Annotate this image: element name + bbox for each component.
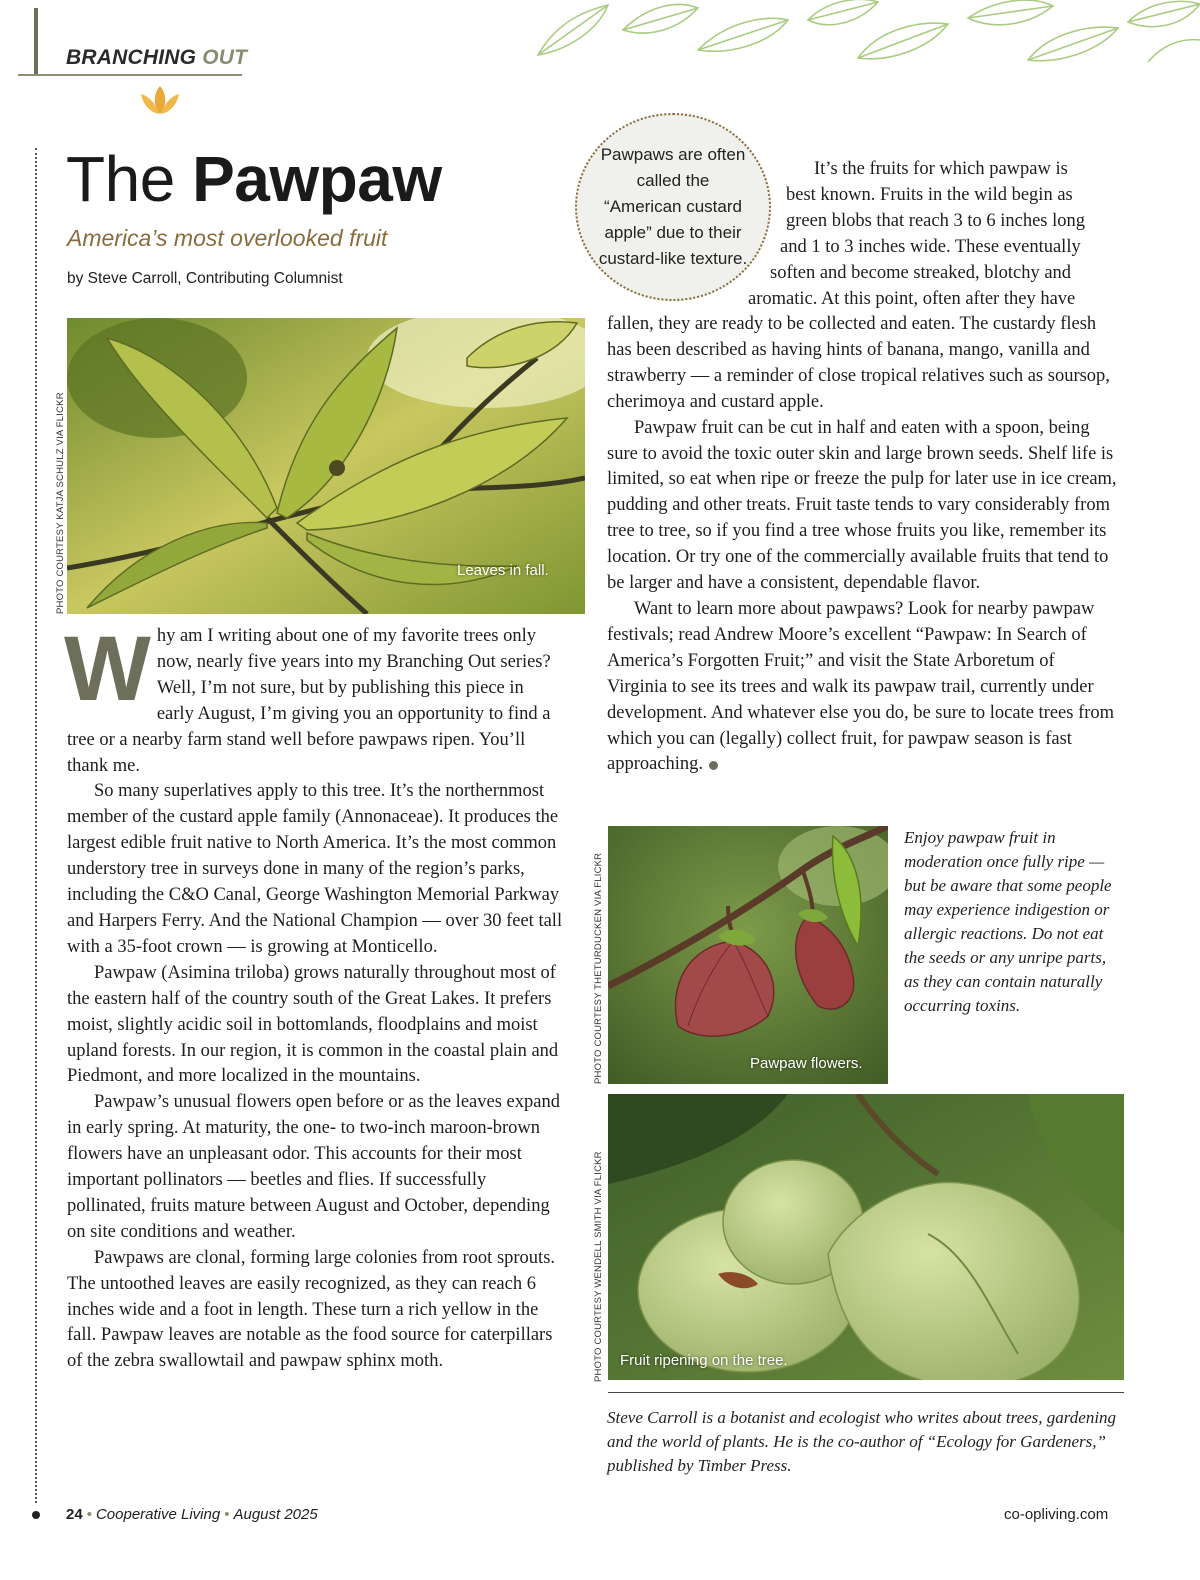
footer-separator: • — [86, 1506, 92, 1523]
margin-dotted-rule — [35, 148, 37, 1503]
right-paragraph-3: Want to learn more about pawpaws? Look for nearby pawpaw festivals; read Andrew Moore’s excellent “Pawpaw: In Search of America’s Forgotten Fruit;” and visit the State Arboretum of Virginia to see its trees and walk its pawpaw trail, currently under development. And whatever else you do, be sure to locate trees from which you can (legally) collect fruit, for pawpaw season is fast approaching. — [607, 598, 1115, 775]
left-column-text — [64, 618, 564, 1375]
drop-cap: W — [64, 618, 151, 720]
section-bar — [34, 8, 38, 74]
website-link[interactable]: co-opliving.com — [1004, 1506, 1109, 1523]
pull-quote-callout — [575, 113, 771, 301]
bio-divider — [608, 1392, 1124, 1393]
leaf-pattern-icon — [528, 0, 1200, 66]
caption-leaves: Leaves in fall. — [457, 562, 549, 579]
right-column-text — [607, 312, 1117, 778]
right-line-4: and 1 to 3 inches wide. These eventually — [780, 236, 1081, 257]
side-note: Enjoy pawpaw fruit in moderation once fully ripe — but be aware that some people may experience indigestion or allergic reactions. Do not eat the seeds or any unripe parts, as they can contain naturally occurring toxins. — [904, 828, 1112, 1015]
caption-flowers: Pawpaw flowers. — [750, 1055, 863, 1072]
section-prefix: BRANCHING — [66, 46, 197, 69]
issue-date: August 2025 — [233, 1506, 318, 1523]
footer-folio — [66, 1506, 318, 1523]
right-line-6: aromatic. At this point, often after they have — [748, 288, 1076, 309]
title-bold: Pawpaw — [192, 143, 442, 215]
section-label — [66, 46, 247, 70]
lotus-icon — [137, 84, 183, 116]
right-line-1: It’s the fruits for which pawpaw is — [814, 159, 1068, 179]
credit-leaves: PHOTO COURTESY KATJA SCHULZ VIA FLICKR — [55, 392, 66, 614]
paragraph-1: hy am I writing about one of my favorite trees only now, nearly five years into my Branching Out series? Well, I’m not sure, but by publishing this piece in early August, I’m giving you an opportunity to find a tree or a nearby farm stand well before pawpaws ripen. You’ll thank me. — [67, 626, 551, 776]
margin-rule-dot — [32, 1511, 40, 1519]
paragraph-5: Pawpaws are clonal, forming large colonies from root sprouts. The untoothed leaves are easily recognized, as they can reach 6 inches wide and a foot in length. These turn a rich yellow in the fall. Pawpaw leaves are notable as the food source for caterpillars of the zebra swallowtail and pawpaw sphinx moth. — [67, 1247, 556, 1372]
footer-separator: • — [224, 1506, 230, 1523]
end-mark — [709, 761, 718, 770]
right-line-5: soften and become streaked, blotchy and — [770, 262, 1072, 283]
credit-flowers: PHOTO COURTESY THETURDUCKEN VIA FLICKR — [593, 852, 604, 1084]
callout-text: Pawpaws are often called the “American custard apple” due to their custard-like texture. — [598, 145, 748, 268]
section-underline — [18, 74, 242, 76]
byline: by Steve Carroll, Contributing Columnist — [67, 270, 343, 287]
section-suffix: OUT — [202, 46, 248, 69]
photo-fruit-ripening — [608, 1094, 1124, 1380]
paragraph-3: Pawpaw (Asimina triloba) grows naturally throughout most of the eastern half of the country south of the Great Lakes. It prefers moist, slightly acidic soil in bottomlands, floodplains and moist upland forests. In our region, it is common in the coastal plain and Piedmont, and more localized in the mountains. — [67, 962, 559, 1087]
right-line-2: best known. Fruits in the wild begin as — [786, 184, 1073, 205]
author-bio: Steve Carroll is a botanist and ecologist who writes about trees, gardening and the world of plants. He is the co-author of “Ecology for Gardeners,” published by Timber Press. — [607, 1408, 1117, 1475]
article-title — [66, 142, 442, 216]
article-subtitle: America’s most overlooked fruit — [67, 225, 388, 251]
caption-fruit: Fruit ripening on the tree. — [620, 1352, 788, 1369]
paragraph-2: So many superlatives apply to this tree. It’s the northernmost member of the custard apple family (Annonaceae). It produces the largest edible fruit native to North America. It’s the most common understory tree in surveys done in many of the region’s parks, including the C&O Canal, George Washington Memorial Parkway and Harpers Ferry. And the National Champion — over 30 feet tall with a 35-foot crown — is growing at Monticello. — [67, 781, 563, 957]
right-paragraph-2: Pawpaw fruit can be cut in half and eaten with a spoon, being sure to avoid the toxic outer skin and large brown seeds. Shelf life is limited, so eat when ripe or freeze the pulp for later use in ice cream, pudding and other treats. Fruit taste tends to vary considerably from tree to tree, so if you find a tree whose fruits you like, remember its location. Or try one of the commercially available fruits that tend to be larger and have a consistent, dependable flavor. — [607, 417, 1117, 594]
title-light: The — [66, 143, 175, 215]
publication-name: Cooperative Living — [95, 1506, 221, 1523]
photo-pawpaw-flowers — [608, 826, 888, 1084]
right-line-3: green blobs that reach 3 to 6 inches long — [786, 210, 1085, 231]
right-column-top-text — [748, 157, 1118, 312]
paragraph-4: Pawpaw’s unusual flowers open before or as the leaves expand in early spring. At maturity, the one- to two-inch maroon-brown flowers have an unpleasant odor. This accounts for their most important pollinators — beetles and flies. If successfully pollinated, fruits mature between August and October, depending on site conditions and weather. — [67, 1092, 560, 1242]
right-paragraph-1: fallen, they are ready to be collected and eaten. The custardy flesh has been described as having hints of banana, mango, vanilla and strawberry — a reminder of close tropical relatives such as soursop, cherimoya and custard apple. — [607, 314, 1110, 412]
credit-fruit: PHOTO COURTESY WENDELL SMITH VIA FLICKR — [593, 1151, 604, 1382]
page-number: 24 — [66, 1506, 83, 1523]
